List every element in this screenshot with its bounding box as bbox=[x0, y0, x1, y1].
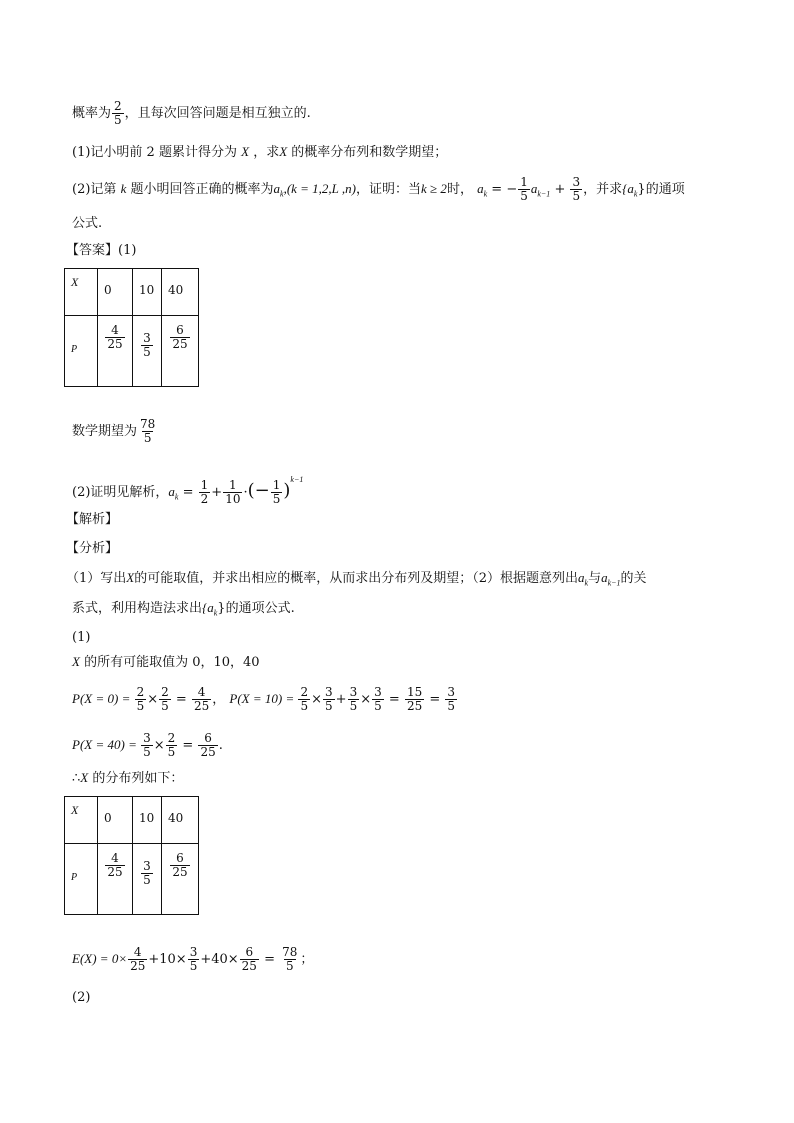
distribution-table-1: X 0 10 40 P $\frac{4}{25}$ $\frac{3}{5}$ $\frac{6}{25}$ bbox=[64, 268, 199, 387]
text: ，且每次回答问题是相互独立的. bbox=[124, 106, 311, 121]
answer-label: 【答案】(1) bbox=[66, 243, 137, 258]
part2-label: (2) bbox=[72, 990, 91, 1005]
expectation-calc-line: E(X) = 0× $\frac{4}{25}$ +10× $\frac{3}{5}$ +40× $\frac{6}{25}$ = $\frac{78}{5}$ ； bbox=[72, 945, 314, 973]
fenxi-label: 【分析】 bbox=[66, 541, 119, 556]
possible-values-line: X 的所有可能取值为 0，10，40 bbox=[72, 654, 260, 670]
text: 概率为 bbox=[72, 106, 112, 121]
expectation-line: 数学期望为 $\frac{78}{5}$ bbox=[72, 417, 156, 445]
analysis-label: 【解析】 bbox=[66, 512, 119, 527]
fraction: $\frac{2}{5}$ bbox=[114, 99, 122, 127]
fenxi-line-2: 系式，利用构造法求出$\{a_k\}$的通项公式. bbox=[72, 600, 295, 618]
question-line-3: (2)记第 k 题小明回答正确的概率为$a_k,(k = 1,2,L$ ,n)，证明：当k ≥ 2时， $a_k$ = − $\frac{1}{5}$ $a_{k-1}$ + $\frac{3}{5}$ ，并求$\{a_k\}$的通项 bbox=[72, 175, 685, 203]
distribution-table-2: X 0 10 40 P $\frac{4}{25}$ $\frac{3}{5}$ $\frac{6}{25}$ bbox=[64, 796, 199, 915]
therefore-line: ∴X 的分布列如下： bbox=[72, 770, 184, 786]
proof-line: (2)证明见解析，$a_k$ = $\frac{1}{2}$ + $\frac{1}{10}$ ·(− $\frac{1}{5}$ )$^{k-1}$ bbox=[72, 475, 304, 506]
fenxi-line-1: （1）写出X的可能取值，并求出相应的概率，从而求出分布列及期望；（2）根据题意列出$a_k$与$a_{k-1}$的关 bbox=[66, 570, 647, 588]
question-line-2: (1)记小明前 2 题累计得分为 X ，求X 的概率分布列和数学期望； bbox=[72, 144, 448, 160]
question-line-4: 公式. bbox=[72, 216, 103, 231]
probability-line-1: P(X = 0) = $\frac{2}{5}$ × $\frac{2}{5}$ = $\frac{4}{25}$ ， P(X = 10) = $\frac{2}{5}$ × $\frac{3}{5}$ + $\frac{3}{5}$ × $\frac{3}{5}$ = $\frac{15}{25}$ = $\frac{3}{5}$ bbox=[72, 685, 456, 713]
probability-line-2: P(X = 40) = $\frac{3}{5}$ × $\frac{2}{5}$ = $\frac{6}{25}$ . bbox=[72, 731, 223, 759]
question-line-1 bbox=[72, 100, 311, 127]
part1-label: (1) bbox=[72, 630, 91, 645]
